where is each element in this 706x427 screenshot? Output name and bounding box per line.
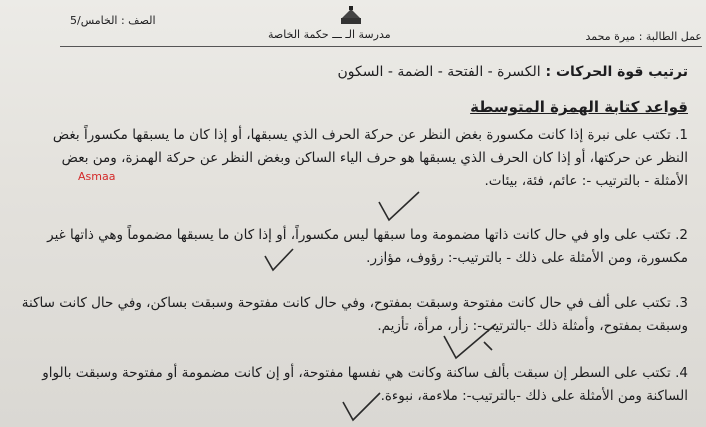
rule-line: مكسورة، ومن الأمثلة على ذلك - بالترتيب-: رؤوف، مؤازر. [366,250,688,266]
rule-3 [22,292,688,338]
rule-line: 4. تكتب على السطر إن سبقت بألف ساكنة وكانت هي نفسها مفتوحة، أو إن كانت مضمومة أو مفتوحة وسبقت بالواو [42,365,688,381]
vowel-order-value: الكسرة - الفتحة - الضمة - السكون [337,64,541,80]
section-heading: قواعد كتابة الهمزة المتوسطة [470,98,688,116]
rule-line: الساكنة ومن الأمثلة على ذلك -بالترتيب-: ملاءمة، نبوءة. [380,388,688,404]
check-mark-icon [440,320,500,364]
rule-line: وسبقت بمفتوح، وأمثلة ذلك -بالترتيب-: زأر، مرأة، تأزيم. [377,318,688,334]
student-name: عمل الطالبة : ميرة محمد [585,30,702,43]
check-mark-icon [262,246,296,276]
vowel-order-line [338,64,688,80]
school-name: مدرسة الـ ـــ حكمة الخاصة [268,28,391,41]
rule-line: 3. تكتب على ألف في حال كانت مفتوحة وسبقت بمفتوح، وفي حال كانت مفتوحة وسبقت بساكن، وفي حال كانت ساكنة [21,295,688,311]
rule-line: 1. تكتب على نبرة إذا كانت مكسورة بغض النظر عن حركة الحرف الذي يسبقها، أو إذا كان ما يسبقها مكسوراً بغض [52,127,688,143]
rule-1 [53,124,688,193]
rule-2 [47,224,688,270]
check-mark-icon [340,390,384,424]
rule-line: 2. تكتب على واو في حال كانت ذاتها مضمومة وما سبقها ليس مكسوراً، أو إذا كان ما يسبقها مضموماً وهي ذاتها غير [47,227,688,243]
handwritten-annotation: Asmaa [78,170,116,183]
school-logo-icon [338,6,364,26]
rule-line: النظر عن حركتها، أو إذا كان الحرف الذي يسبقها هو حرف الياء الساكن وبغض النظر عن حركة الهمزة، ومن بعض [61,150,688,166]
rule-line: الأمثلة - بالترتيب -: عائم، فئة، بيئات. [484,173,688,189]
header-divider [60,46,702,47]
check-mark-icon [375,188,425,228]
grade-label: الصف : الخامس/5 [70,14,156,27]
vowel-order-label: ترتيب قوة الحركات : [545,64,688,80]
